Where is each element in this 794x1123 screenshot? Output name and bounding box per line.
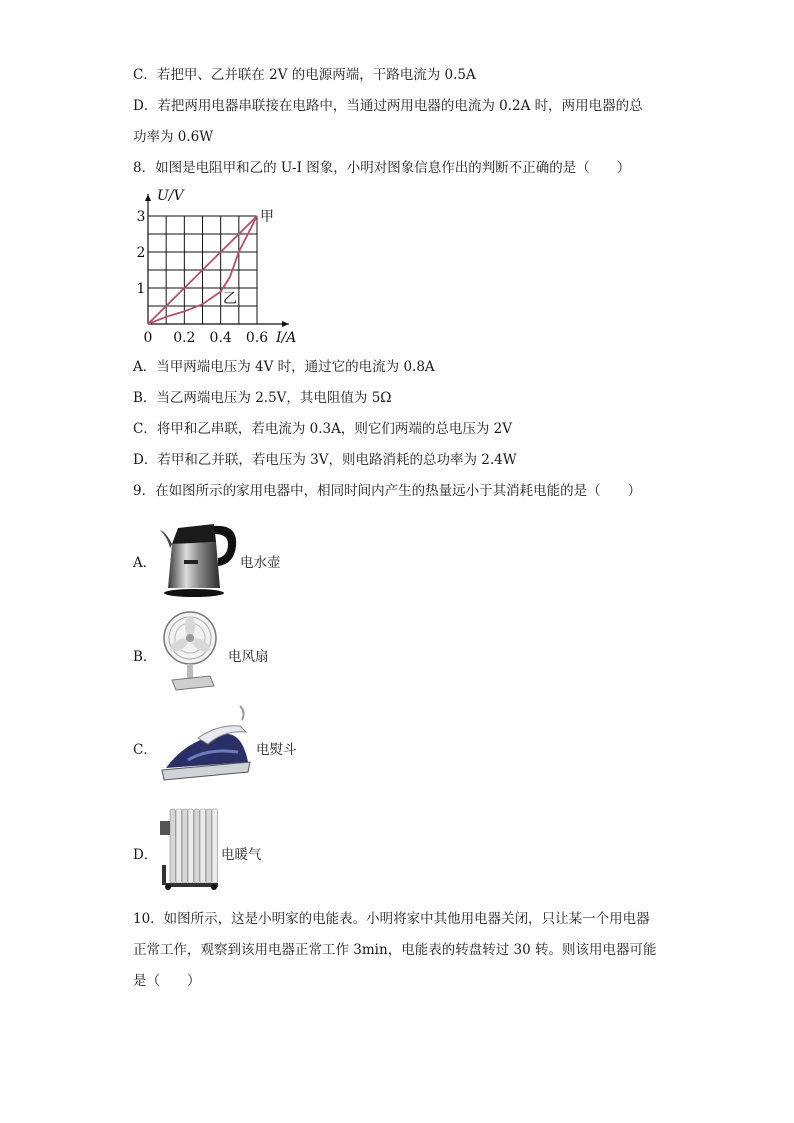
q8-option-b: B．当乙两端电压为 2.5V，其电阻值为 5Ω [133,390,392,406]
x-tick-label: 0 [143,330,153,346]
x-tick-label: 0.2 [173,330,196,346]
question-10-line2: 正常工作，观察到该用电器正常工作 3min，电能表的转盘转过 30 转。则该用电器可能 [133,942,657,958]
x-axis-label: I/A [276,330,297,346]
series-label-1: 乙 [223,291,237,307]
q9-option-c-letter: C． [133,742,157,758]
question-8: 8．如图是电阻甲和乙的 U-I 图象，小明对图象信息作出的判断不正确的是（ ） [133,160,631,176]
q9-option-d-letter: D． [133,847,158,863]
question-10-line1: 10．如图所示，这是小明家的电能表。小明将家中其他用电器关闭，只让某一个用电器 [133,911,650,927]
y-axis-arrow [145,194,151,201]
q9-option-b-name: 电风扇 [228,649,269,665]
y-tick-label: 3 [136,209,146,225]
q8-option-c: C．将甲和乙串联，若电流为 0.3A，则它们两端的总电压为 2V [133,421,512,437]
x-axis-arrow [282,321,289,327]
q8-option-a: A．当甲两端电压为 4V 时，通过它的电流为 0.8A [133,359,435,375]
y-tick-label: 1 [136,281,146,297]
q9-option-c-name: 电熨斗 [256,742,297,758]
question-9: 9．在如图所示的家用电器中，相同时间内产生的热量远小于其消耗电能的是（ ） [133,483,642,499]
y-tick-label: 2 [136,245,146,261]
q9-option-a-name: 电水壶 [240,555,281,571]
q9-option-a-letter: A． [133,555,157,571]
x-tick-label: 0.4 [209,330,232,346]
y-axis-label: U/V [157,188,184,204]
q9-option-b-letter: B． [133,649,157,665]
x-tick-label: 0.6 [245,330,269,346]
ui-graph [133,186,303,352]
chart-text [137,188,297,346]
radiator-image [158,805,222,891]
q7-option-c: C．若把甲、乙并联在 2V 的电源两端，干路电流为 0.5A [133,67,476,83]
kettle-image [158,516,240,598]
q8-option-d: D．若甲和乙并联，若电压为 3V，则电路消耗的总功率为 2.4W [133,452,517,468]
q7-option-d: D．若把两用电器串联接在电路中，当通过两用电器的电流为 0.2A 时，两用电器的总 [133,98,643,114]
fan-image [158,610,228,692]
question-10-line3: 是（ ） [133,973,201,989]
q7-option-d-cont: 功率为 0.6W [133,129,214,145]
q9-option-d-name: 电暖气 [221,847,262,863]
series-label-0: 甲 [260,209,274,225]
iron-image [158,704,254,786]
